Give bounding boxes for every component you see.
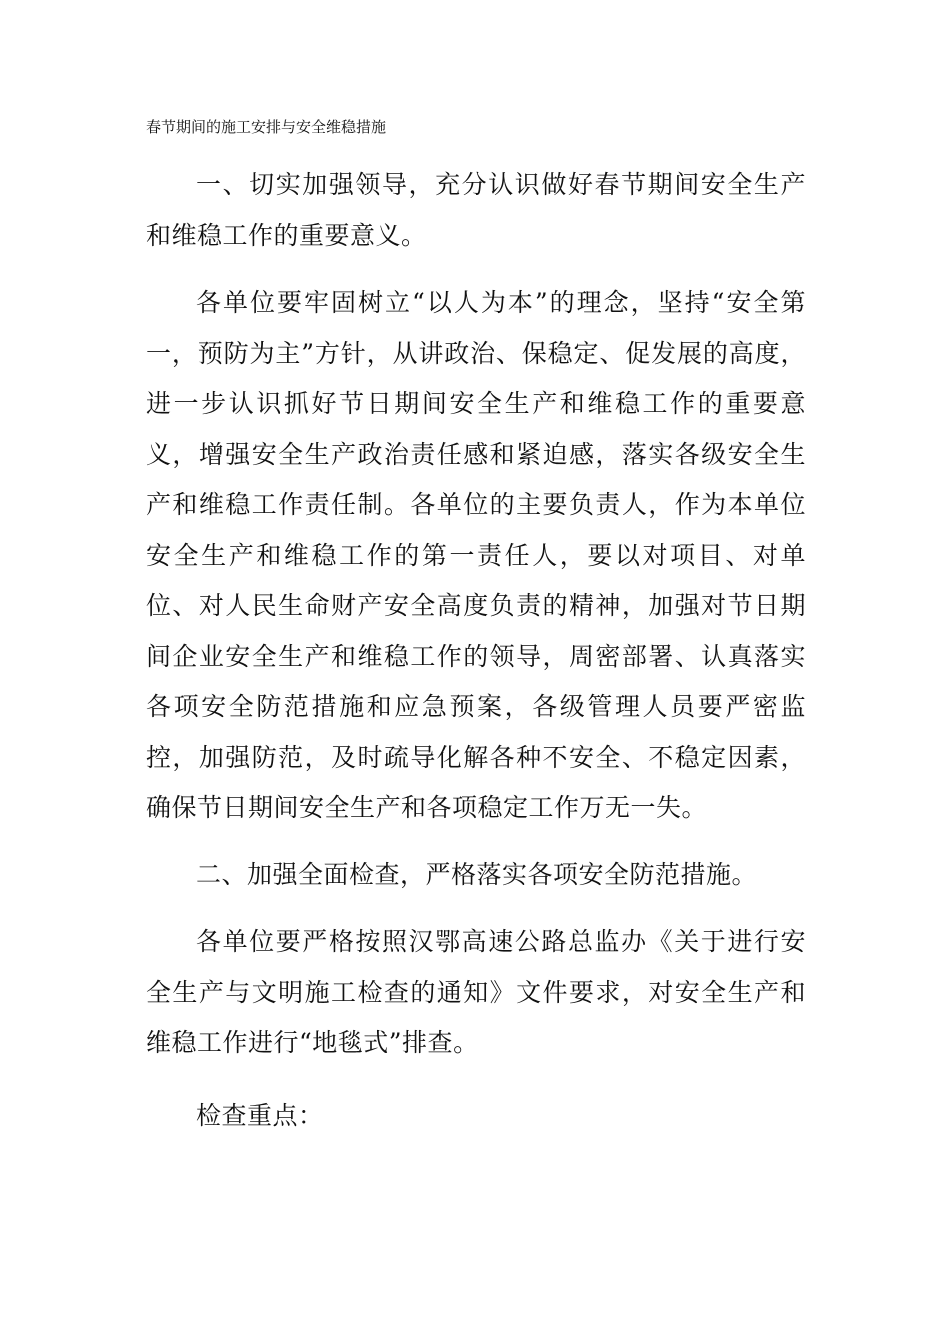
section-heading-2: 二、加强全面检查，严格落实各项安全防范措施。 (196, 860, 758, 889)
body-paragraph-1: 各单位要牢固树立“以人为本”的理念，坚持“安全第一，预防为主”方针，从讲政治、保稳定、促发展的高度，进一步认识抓好节日期间安全生产和维稳工作的重要意义，增强安全生产政治责任感和紧迫感，落实各级安全生产和维稳工作责任制。各单位的主要负责人，作为本单位安全生产和维稳工作的第一责任人，要以对项目、对单位、对人民生命财产安全高度负责的精神，加强对节日期间企业安全生产和维稳工作的领导，周密部署、认真落实各项安全防范措施和应急预案，各级管理人员要严密监控，加强防范，及时疏导化解各种不安全、不稳定因素，确保节日期间安全生产和各项稳定工作万无一失。 (146, 288, 806, 822)
document-title: 春节期间的施工安排与安全维稳措施 (146, 118, 387, 136)
body-paragraph-2: 各单位要严格按照汉鄂高速公路总监办《关于进行安全生产与文明施工检查的通知》文件要求，对安全生产和维稳工作进行“地毯式”排查。 (146, 927, 806, 1057)
subheading-inspection-focus: 检查重点： (196, 1101, 324, 1130)
section-heading-1: 一、切实加强领导，充分认识做好春节期间安全生产和维稳工作的重要意义。 (146, 170, 806, 250)
